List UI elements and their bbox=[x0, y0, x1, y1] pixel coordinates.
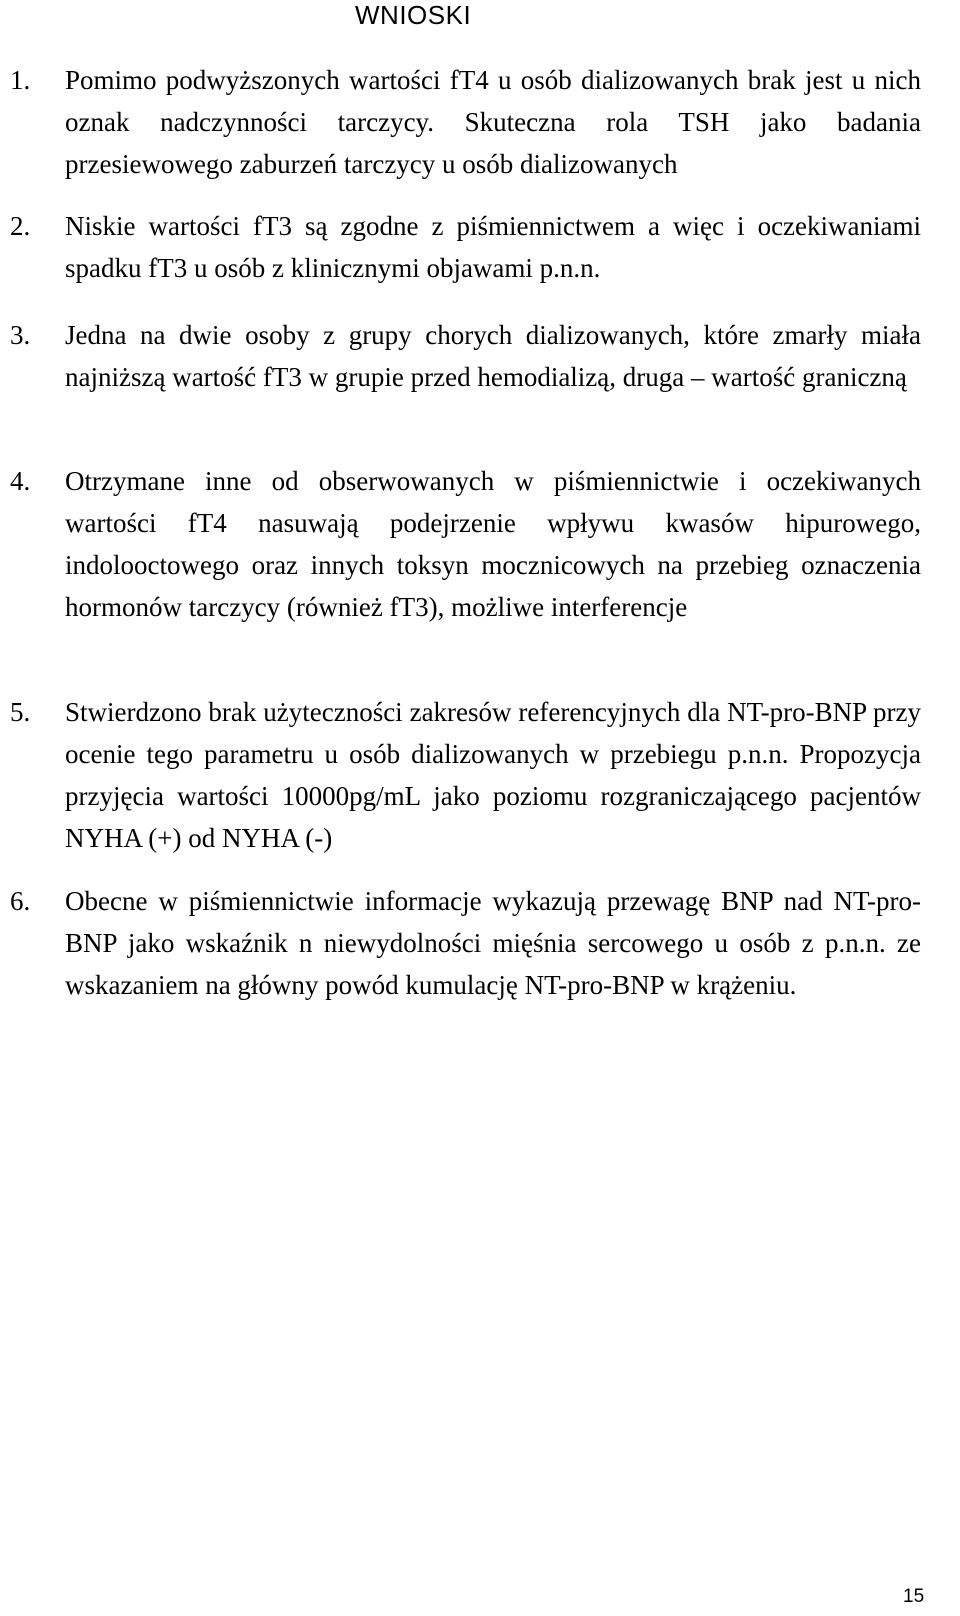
item-number: 2. bbox=[10, 211, 31, 241]
item-number: 1. bbox=[10, 65, 31, 95]
item-text: Obecne w piśmiennictwie informacje wykazują przewagę BNP nad NT-pro-BNP jako wskaźnik n niewydolności mięśnia sercowego u osób z p.n.n. ze wskazaniem na główny powód kumulację NT-pro-BNP w krążeniu. bbox=[65, 886, 921, 1000]
item-text: Otrzymane inne od obserwowanych w piśmiennictwie i oczekiwanych wartości fT4 nasuwają podejrzenie wpływu kwasów hipurowego, indolooctowego oraz innych toksyn mocznicowych na przebieg oznaczenia hormonów tarczycy (również fT3), możliwe interferencje bbox=[65, 466, 921, 622]
item-number: 3. bbox=[10, 320, 31, 350]
item-number: 6. bbox=[10, 886, 31, 916]
page-number: 15 bbox=[903, 1586, 925, 1607]
item-number: 5. bbox=[10, 697, 31, 727]
page-heading: WNIOSKI bbox=[355, 0, 472, 30]
item-text: Jedna na dwie osoby z grupy chorych dializowanych, które zmarły miała najniższą wartość fT3 w grupie przed hemodializą, druga – wartość graniczną bbox=[65, 320, 921, 392]
item-text: Stwierdzono brak użyteczności zakresów referencyjnych dla NT-pro-BNP przy ocenie tego parametru u osób dializowanych w przebiegu p.n.n. Propozycja przyjęcia wartości 10000pg/mL jako poziomu rozgraniczającego pacjentów NYHA (+) od NYHA (-) bbox=[65, 697, 921, 853]
item-text: Niskie wartości fT3 są zgodne z piśmiennictwem a więc i oczekiwaniami spadku fT3 u osób z klinicznymi objawami p.n.n. bbox=[65, 211, 921, 283]
item-text: Pomimo podwyższonych wartości fT4 u osób dializowanych brak jest u nich oznak nadczynności tarczycy. Skuteczna rola TSH jako badania przesiewowego zaburzeń tarczycy u osób dializowanych bbox=[65, 65, 921, 179]
item-number: 4. bbox=[10, 466, 31, 496]
